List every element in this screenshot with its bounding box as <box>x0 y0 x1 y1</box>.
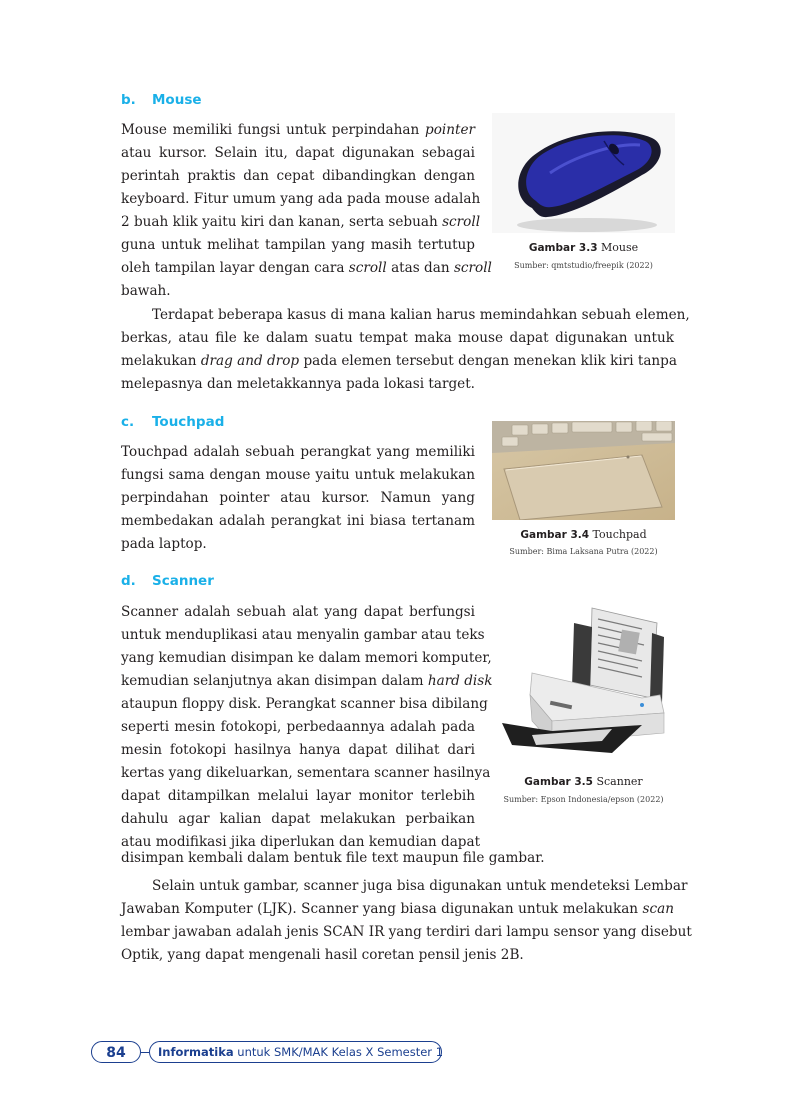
page-number: 84 <box>91 1041 141 1063</box>
touchpad-paragraph: Touchpad adalah sebuah perangkat yang memiliki fungsi sama dengan mouse yaitu untuk melakukan perpindahan pointer atau kursor. Namun yang membedakan adalah perangkat ini biasa tertanam pada laptop. <box>121 444 475 552</box>
scanner-image <box>492 603 675 768</box>
book-title <box>149 1041 442 1063</box>
section-heading-scanner <box>121 573 214 589</box>
section-letter: b. <box>121 92 136 108</box>
book-title-rest: untuk SMK/MAK Kelas X Semester 1 <box>237 1045 444 1059</box>
section-title: Mouse <box>152 92 202 108</box>
book-title-bold: Informatika <box>158 1045 234 1059</box>
ljk-paragraph: Selain untuk gambar, scanner juga bisa digunakan untuk mendeteksi Lembar Jawaban Komputer (LJK). Scanner yang biasa digunakan untuk melakukan scan lembar jawaban adalah jenis SCAN IR yang terdiri dari lampu sensor yang disebut Optik, yang dapat mengenali hasil coretan pensil jenis 2B. <box>121 878 692 963</box>
figure-source-scanner: Sumber: Epson Indonesia/epson (2022) <box>503 795 664 804</box>
touchpad-image <box>492 421 675 520</box>
mouse-image <box>492 113 675 233</box>
section-letter: c. <box>121 414 135 430</box>
mouse-paragraph: Mouse memiliki fungsi untuk perpindahan pointer atau kursor. Selain itu, dapat digunakan sebagai perintah praktis dan cepat dibandingkan dengan keyboard. Fitur umum yang ada pada mouse adalah 2 buah klik yaitu kiri dan kanan, serta sebuah scroll guna untuk melihat tampilan yang masih tertutup oleh tampilan layar dengan cara scroll atas dan scroll bawah. <box>121 122 492 299</box>
section-letter: d. <box>121 573 136 589</box>
figure-source-mouse: Sumber: qmtstudio/freepik (2022) <box>514 261 653 270</box>
figure-caption-scanner: Gambar 3.5 Scanner <box>524 775 643 788</box>
figure-caption-mouse: Gambar 3.3 Mouse <box>528 241 639 254</box>
figure-caption-touchpad: Gambar 3.4 Touchpad <box>520 528 647 541</box>
scanner-paragraph: Scanner adalah sebuah alat yang dapat berfungsi untuk menduplikasi atau menyalin gambar atau teks yang kemudian disimpan ke dalam memori komputer, kemudian selanjutnya akan disimpan dalam hard disk ataupun floppy disk. Perangkat scanner bisa dibilang seperti mesin fotokopi, perbedaannya adalah pada mesin fotokopi hasilnya hanya dapat dilihat dari kertas yang dikeluarkan, sementara scanner hasilnya dapat ditampilkan melalui layar monitor terlebih dahulu agar kalian dapat melakukan perbaikan atau modifikasi jika diperlukan dan kemudian dapat <box>121 604 493 850</box>
section-title: Touchpad <box>152 414 225 430</box>
section-heading-touchpad <box>121 414 224 430</box>
scanner-paragraph-end: disimpan kembali dalam bentuk file text maupun file gambar. <box>121 850 545 866</box>
section-title: Scanner <box>152 573 214 589</box>
figure-source-touchpad: Sumber: Bima Laksana Putra (2022) <box>509 547 658 556</box>
footer-connector <box>141 1052 149 1053</box>
section-heading-mouse <box>121 92 202 108</box>
drag-drop-paragraph: Terdapat beberapa kasus di mana kalian harus memindahkan sebuah elemen, berkas, atau file ke dalam suatu tempat maka mouse dapat digunakan untuk melakukan drag and drop pada elemen tersebut dengan menekan klik kiri tanpa melepasnya dan meletakkannya pada lokasi target. <box>121 307 690 392</box>
